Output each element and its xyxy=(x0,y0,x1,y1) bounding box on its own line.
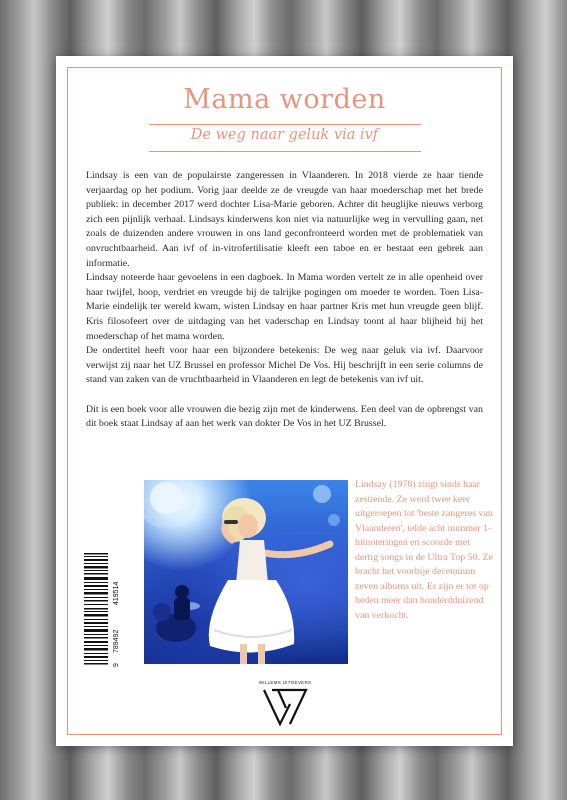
book-subtitle: De weg naar geluk via ivf xyxy=(190,127,379,143)
isbn-digit-group: 419514 xyxy=(113,581,120,605)
author-photo xyxy=(144,480,348,664)
isbn-barcode xyxy=(82,553,110,667)
title-divider-top xyxy=(149,124,421,125)
blurb-text xyxy=(86,169,483,432)
isbn-digits xyxy=(113,553,127,667)
blurb-paragraph: Dit is een boek voor alle vrouwen die bezig zijn met de kinderwens. Een deel van de opbrengst van dit boek staat Lindsay af aan het werk van dokter De Vos in het UZ Brussel. xyxy=(86,403,483,430)
title-divider-bottom xyxy=(149,151,421,152)
blurb-paragraph: De ondertitel heeft voor haar een bijzondere betekenis: De weg naar geluk via ivf. Daarvoor verwijst zij naar het UZ Brussel en professor Michel De Vos. Hij beschrijft in een serie columns de stand van zaken van de vruchtbaarheid in Vlaanderen en legt de betekenis van ivf uit. xyxy=(86,345,483,386)
publisher-mark-icon xyxy=(256,680,314,726)
publisher-name: WILLEMS UITGEVERS xyxy=(258,680,312,685)
isbn-digit-group: 789492 xyxy=(113,629,120,653)
book-title: Mama worden xyxy=(183,84,386,115)
author-bio: Lindsay (1978) zingt sinds haar zestiende. Ze werd twee keer uitgeroepen tot 'beste zangeres van Vlaanderen', telde acht nummer 1-hitnoteringen en scoorde met dertig songs in de Ultra Top 50. Ze bracht het voorbije decennium zeven albums uit. Er zijn er tot op heden meer dan honderdduizend van verkocht. xyxy=(355,479,493,621)
blurb-paragraph: Lindsay noteerde haar gevoelens in een dagboek. In Mama worden vertelt ze in alle openheid over haar twijfel, hoop, verdriet en vreugde bij de talrijke pogingen om moeder te worden. Toen Lisa-Marie eindelijk ter wereld kwam, wisten Lindsay en haar partner Kris met hun vreugde geen blijf. Kris filosofeert over de uitdaging van het vaderschap en Lindsay toont al haar blijheid bij het moederschap of het mama worden. xyxy=(86,272,483,342)
publisher-logo xyxy=(256,680,314,726)
isbn-digit-group: 9 xyxy=(113,663,120,667)
blurb-paragraph: Lindsay is een van de populairste zangeressen in Vlaanderen. In 2018 vierde ze haar tiende verjaardag op het podium. Vorig jaar deelde ze de vreugde van haar moederschap met het brede publiek: in december 2017 werd dochter Lisa-Marie geboren. Achter dit heuglijke nieuws verborg zich een pijnlijk verhaal. Lindsays kinderwens kon niet via natuurlijke weg in vervulling gaan, net zoals de duizenden andere vrouwen in ons land geconfronteerd worden met de problematiek van onvruchtbaarheid. Aan ivf of in-vitrofertilisatie kleeft een taboe en er bestaat een gebrek aan informatie. xyxy=(86,170,483,269)
book-back-cover xyxy=(56,56,513,746)
